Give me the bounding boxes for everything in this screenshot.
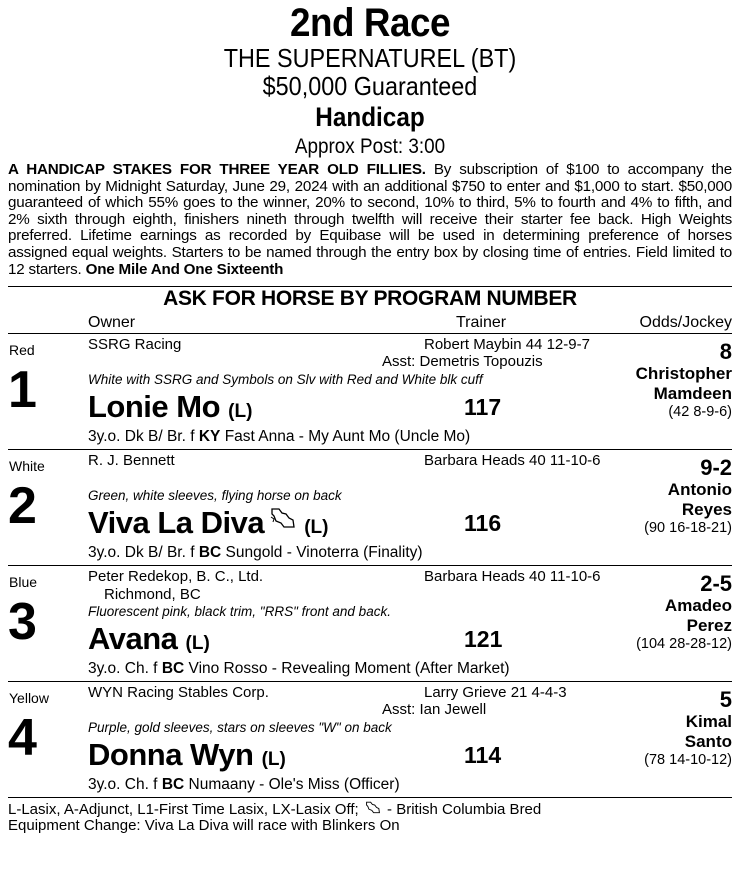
ask-banner: ASK FOR HORSE BY PROGRAM NUMBER	[8, 286, 732, 310]
horse-name-text: Viva La Diva	[88, 505, 265, 541]
breeding	[88, 428, 470, 446]
horse-name-text: Avana	[88, 621, 178, 657]
age-color-sex: 3y.o. Dk B/ Br. f	[88, 544, 199, 562]
pedigree: Vino Rosso - Revealing Moment (After Market)	[184, 660, 510, 678]
owner: WYN Racing Stables Corp.	[88, 684, 269, 702]
horse-name	[88, 389, 252, 430]
program-number: 2	[8, 477, 37, 536]
jockey-last-name: Perez	[686, 616, 732, 636]
legend-text: L-Lasix, A-Adjunct, L1-First Time Lasix, LX-Lasix Off;	[8, 801, 363, 819]
race-conditions	[8, 162, 732, 278]
jockey-last-name: Mamdeen	[653, 384, 732, 404]
horse-name-text: Donna Wyn	[88, 737, 254, 773]
trainer: Barbara Heads 40 11-10-6	[424, 452, 601, 470]
british-columbia-map-icon	[270, 507, 296, 531]
state-bred: BC	[198, 544, 222, 562]
breeding	[88, 776, 400, 794]
owner-location: Richmond, BC	[104, 586, 201, 604]
saddlecloth-color: Yellow	[9, 690, 49, 707]
weight: 117	[464, 394, 502, 421]
jockey-first-name: Kimal	[685, 712, 732, 732]
equipment-change: Equipment Change: Viva La Diva will race with Blinkers On	[8, 817, 400, 835]
odds-jockey-column-header: Odds/Jockey	[639, 314, 732, 332]
program-number: 4	[8, 709, 37, 768]
jockey-stats: (90 16-18-21)	[644, 520, 732, 537]
age-color-sex: 3y.o. Dk B/ Br. f	[88, 428, 199, 446]
morning-line-odds: 8	[719, 339, 732, 365]
owner-column-header: Owner	[88, 314, 136, 332]
silks-description: Green, white sleeves, flying horse on back	[88, 488, 342, 504]
pedigree: Numaany - Ole's Miss (Officer)	[184, 776, 400, 794]
jockey-stats: (104 28-28-12)	[636, 636, 732, 653]
saddlecloth-color: Blue	[9, 574, 38, 591]
race-type: Handicap	[315, 102, 425, 132]
state-bred: KY	[198, 428, 221, 446]
silks-description: Fluorescent pink, black trim, "RRS" front and back.	[88, 604, 391, 620]
column-headers	[8, 310, 732, 334]
assistant-trainer: Asst: Ian Jewell	[382, 701, 487, 719]
horse-name	[88, 737, 286, 778]
jockey-first-name: Christopher	[635, 364, 732, 384]
legend-bc-text: - British Columbia Bred	[382, 801, 542, 819]
weight: 121	[464, 626, 503, 653]
medication-legend	[8, 801, 732, 818]
odds-jockey	[636, 340, 732, 421]
race-header	[0, 0, 740, 160]
odds-jockey	[644, 456, 732, 537]
breeding	[88, 544, 423, 562]
medication: (L)	[304, 517, 329, 539]
race-distance: One Mile And One Sixteenth	[85, 260, 284, 278]
entries-list	[0, 334, 740, 798]
trainer: Larry Grieve 21 4-4-3	[424, 684, 567, 702]
age-color-sex: 3y.o. Ch. f	[88, 660, 162, 678]
footer-legend	[8, 798, 732, 834]
entry-row	[8, 334, 732, 450]
silks-description: Purple, gold sleeves, stars on sleeves "W" on back	[88, 720, 392, 736]
state-bred: BC	[161, 660, 185, 678]
jockey-stats: (78 14-10-12)	[644, 752, 732, 769]
post-time: Approx Post: 3:00	[294, 135, 446, 158]
race-title: 2nd Race	[290, 1, 450, 45]
morning-line-odds: 5	[719, 687, 732, 713]
medication: (L)	[185, 633, 210, 655]
trainer: Barbara Heads 40 11-10-6	[424, 568, 601, 586]
jockey-first-name: Antonio	[667, 480, 732, 500]
saddlecloth-color: Red	[9, 342, 35, 359]
jockey-last-name: Santo	[684, 732, 732, 752]
entry-row	[8, 450, 732, 566]
medication: (L)	[261, 749, 286, 771]
morning-line-odds: 9-2	[700, 455, 732, 481]
pedigree: Fast Anna - My Aunt Mo (Uncle Mo)	[220, 428, 471, 446]
owner: Peter Redekop, B. C., Ltd.	[88, 568, 264, 586]
owner: SSRG Racing	[88, 336, 182, 354]
horse-name	[88, 505, 329, 546]
jockey-last-name: Reyes	[681, 500, 732, 520]
program-number: 1	[8, 361, 37, 420]
conditions-body: By subscription of $100 to accompany the nomination by Midnight Saturday, June 29, 2024 with an additional $750 to enter and $1,000 to start. $50,000 guaranteed of which 55% goes to the winner, 20% to second, 10% to third, 5% to fourth and 4% to fifth, and 2% sixth through eighth, finishers nineth through twelfth will receive their starter fee back. High Weights preferred. Lifetime earnings as recorded by Equibase will be used in determining preference of horses assigned equal weights. Starters to be named through the entry box by closing time of entries. Field limited to 12 starters.	[8, 161, 732, 278]
silks-description: White with SSRG and Symbols on Slv with Red and White blk cuff	[88, 372, 483, 388]
morning-line-odds: 2-5	[700, 571, 732, 597]
jockey-first-name: Amadeo	[664, 596, 732, 616]
weight: 114	[464, 742, 502, 769]
owner: R. J. Bennett	[88, 452, 175, 470]
program-number: 3	[8, 593, 37, 652]
saddlecloth-color: White	[9, 458, 45, 475]
horse-name	[88, 621, 210, 662]
medication: (L)	[228, 401, 253, 423]
race-name: THE SUPERNATUREL (BT)	[223, 43, 517, 73]
odds-jockey	[636, 572, 732, 653]
british-columbia-map-icon	[365, 801, 381, 815]
conditions-lead: A HANDICAP STAKES FOR THREE YEAR OLD FILLIES.	[8, 161, 426, 178]
trainer-column-header: Trainer	[456, 314, 507, 332]
breeding	[88, 660, 510, 678]
weight: 116	[464, 510, 502, 537]
entry-row	[8, 566, 732, 682]
assistant-trainer: Asst: Demetris Topouzis	[382, 353, 543, 371]
pedigree: Sungold - Vinoterra (Finality)	[221, 544, 423, 562]
odds-jockey	[644, 688, 732, 769]
entry-row	[8, 682, 732, 798]
purse: $50,000 Guaranteed	[262, 71, 478, 101]
trainer: Robert Maybin 44 12-9-7	[424, 336, 590, 354]
horse-name-text: Lonie Mo	[88, 389, 221, 425]
age-color-sex: 3y.o. Ch. f	[88, 776, 162, 794]
jockey-stats: (42 8-9-6)	[668, 404, 732, 421]
state-bred: BC	[161, 776, 185, 794]
